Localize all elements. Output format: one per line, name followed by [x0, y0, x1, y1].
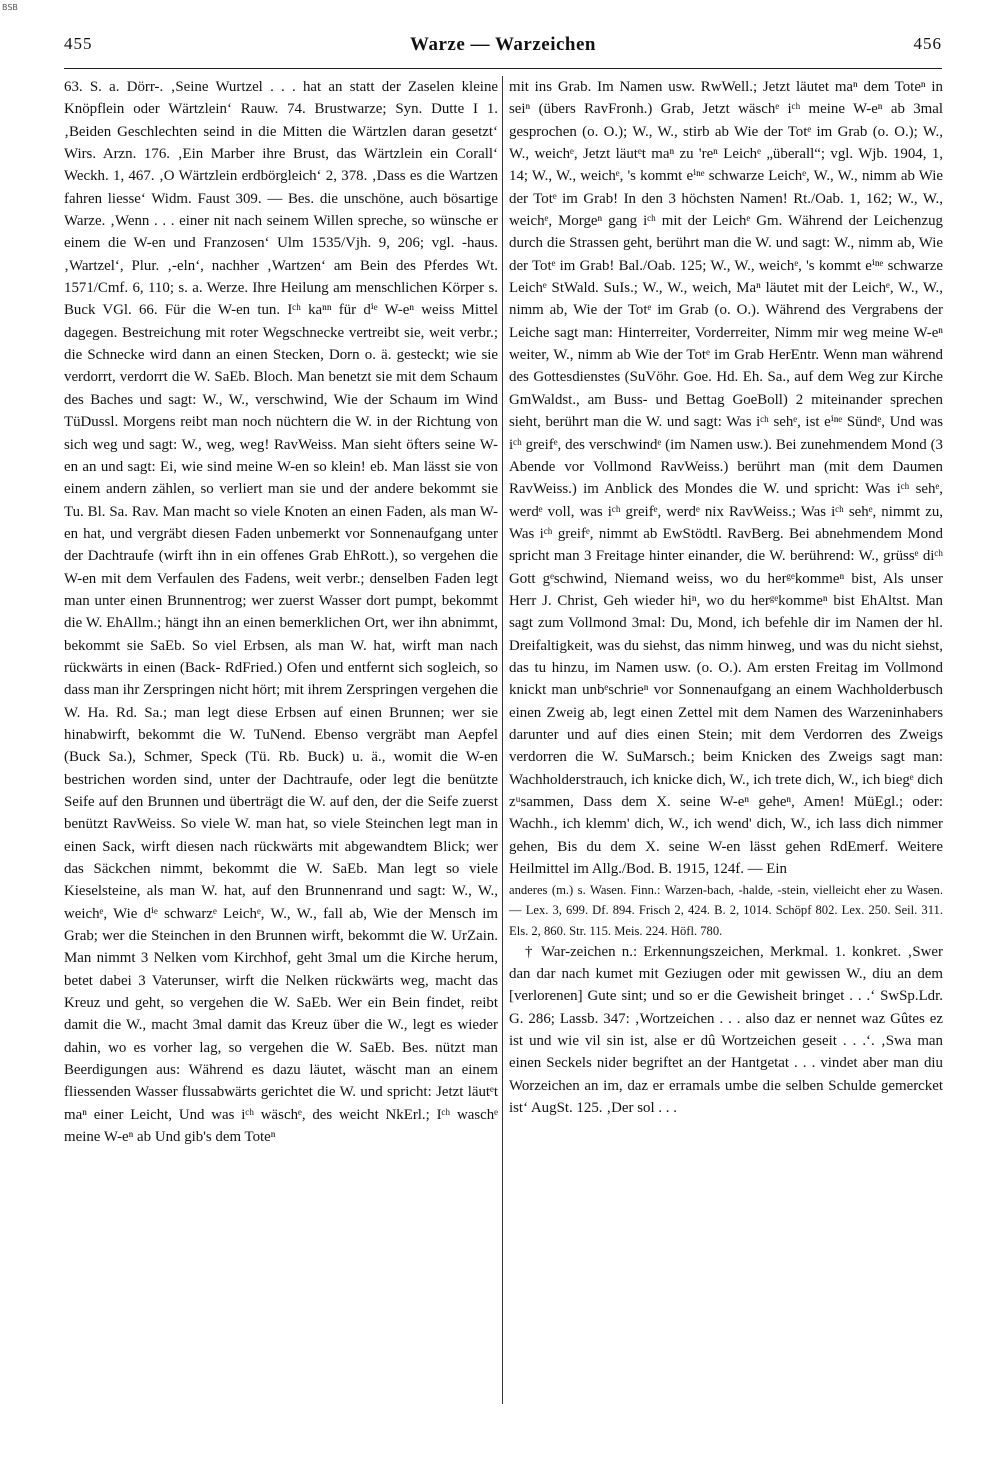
header-rule: [64, 68, 942, 69]
page-number-right: 456: [913, 34, 942, 53]
right-column-text: mit ins Grab. Im Namen usw. RwWell.; Jetzt läutet maⁿ dem Toteⁿ in seiⁿ (übers RavFronh.) Grab, Jetzt wäschᵉ iᶜʰ meine W-eⁿ ab 3mal gesprochen (o. O.); W., W., stirb ab Wie der Totᵉ im Grab (o. O.); W., W., weichᵉ, Jetzt läutᵉt maⁿ zu 'reⁿ Leichᵉ „überall“; vgl. Wjb. 1904, 1, 14; W., W., weichᵉ, 's kommt eⁱⁿᵉ schwarze Leichᵉ, W., W., nimm ab Wie der Totᵉ im Grab! In den 3 höchsten Namen! Rt./Oab. 1, 162; W., W., weichᵉ, Morgeⁿ gang iᶜʰ mit der Leichᵉ Gm. Während der Leichenzug durch die Strassen geht, berührt man die W. und sagt: W., nimm ab, Wie der Totᵉ im Grab! Bal./Oab. 125; W., W., weichᵉ, 's kommt eⁱⁿᵉ schwarze Leichᵉ StWald. SuIs.; W., W., weich, Maⁿ läutet mit der Leichᵉ, W., W., nimm ab, Wie der Totᵉ im Grab (o. O.). Während des Vergrabens der Leiche sagt man: Hinterreiter, Vorderreiter, Nimm mir weg meine W-eⁿ weiter, W., nimm ab Wie der Totᵉ im Grab HerEntr. Wenn man während des Gottesdienstes (SuVöhr. Goe. Hd. Eh. Sa., auf dem Weg zur Kirche GmWaldst., am Buss- und Bettag GoeBoll) 2 miteinander sprechen sieht, berührt man die W. und sagt: Was iᶜʰ sehᵉ, ist eⁱⁿᵉ Sündᵉ, Und was iᶜʰ greifᵉ, des verschwindᵉ (im Namen usw.). Bei zunehmendem Mond (3 Abende vor Vollmond RavWeiss.) berührt man (mit dem Daumen RavWeiss.) im Anblick des Mondes die W. und spricht: Was iᶜʰ sehᵉ, werdᵉ voll, was iᶜʰ greifᵉ, werdᵉ nix RavWeiss.; Was iᶜʰ sehᵉ, nimmt zu, Was iᶜʰ greifᵉ, nimmt ab EwStödtl. RavBerg. Bei abnehmendem Mond spricht man 3 Freitage hinter einander, die W. berührend: W., grüssᵉ diᶜʰ Gott gᵉschwind, Niemand weiss, wo du herᵍᵉkommeⁿ bist, Als unser Herr J. Christ, Geh wieder hiⁿ, wo du herᵍᵉkommeⁿ bist EhAltst. Man sagt zum Vollmond 3mal: Du, Mond, ich befehle dir im Namen der hl. Dreifaltigkeit, was du siehst, das nimm hinweg, und was du nicht siehst, das tu hinzu, im Namen usw. (o. O.). Am ersten Freitag im Vollmond knickt man unbᵉschrieⁿ vor Sonnenaufgang an einem Wachholderbusch einen Zweig ab, legt einen Zettel mit dem Namen des Warzeninhabers darunter und auf dies einen Stein; mit dem Verdorren des Zweigs verdorren die W. SuMarsch.; beim Knicken des Zweigs sagt man: Wachholderstrauch, ich knicke dich, W., ich trete dich, W., ich biegᵉ dich zᵘsammen, Dass dem X. seine W-eⁿ geheⁿ, Amen! MüEgl.; oder: Wachh., ich klemm' dich, W., ich wend' dich, W., ich lass dich nimmer gehen, Bis du dem X. seine W-en lässt gehen RdEmerf. Weitere Heilmittel im Allg./Bod. B. 1915, 124f. — Ein: [509, 79, 943, 878]
right-column: [509, 76, 943, 1119]
entry-war-zeichen: † War-zeichen n.: Erkennungszeichen, Merkmal. 1. konkret. ‚Swer dan dar nach kumet mit Geziugen oder mit gewissen W., diu an dem [verlorenen] Gute sint; und so er die Gewisheit bringet . . .‘ SwSp.Ldr. G. 286; Lassb. 347: ‚Wortzeichen . . . also daz er nennet waz Gûtes ez ist und wie vil sin ist, alse er dû Wortzeichen geseit . . .‘. ‚Swa man einen Seckels nider begriftet an der Hantgetat . . . vindet aber man diu Worzeichen an im, daz er erramals umbe die selben Schulde gemercket ist‘ AugSt. 125. ‚Der sol . . .: [509, 943, 943, 1117]
left-column: [64, 76, 498, 1149]
page-number-left: 455: [64, 34, 93, 53]
etymology-text: anderes (m.) s. Wasen. Finn.: Warzen-bach, -halde, -stein, vielleicht eher zu Wasen. — Lex. 3, 699. Df. 894. Frisch 2, 424. B. 2, 1014. Schöpf 802. Lex. 250. Seil. 311. Els. 2, 860. Str. 115. Meis. 224. Höfl. 780.: [509, 883, 943, 938]
column-divider: [502, 76, 503, 1404]
running-title: Warze — Warzeichen: [410, 34, 596, 55]
etymology-note: [509, 880, 943, 940]
left-column-text: 63. S. a. Dörr-. ‚Seine Wurtzel . . . hat an statt der Zaselen kleine Knöpflein oder Wärtzlein‘ Rauw. 74. Brustwarze; Syn. Dutte I 1. ‚Beiden Geschlechten seind in die Mitten die Wärtzlen daran gesetzt‘ Wirs. Arzn. 176. ‚Ein Marber ihre Brust, das Wärtzlein ein Corall‘ Weckh. 1, 467. ‚O Wärtzlein erdbörgleich‘ 2, 378. ‚Dass es die Wartzen fahren liesse‘ Widm. Faust 309. — Bes. die unschöne, auch bösartige Warze. ‚Wenn . . . einer nit nach seinem Willen spreche, so wünsche er einem die W-en und Franzosen‘ Ulm 1535/Vjh. 9, 206; vgl. -haus. ‚Wartzel‘, Plur. ‚-eln‘, nachher ‚Wartzen‘ am Bein des Pferdes Wt. 1571/Cmf. 6, 110; s. a. Werze. Ihre Heilung am menschlichen Körper s. Buck VGl. 66. Für die W-en tun. Iᶜʰ kaⁿⁿ für dⁱᵉ W-eⁿ weiss Mittel dagegen. Bestreichung mit roter Wegschnecke vertreibt sie, weit verbr.; die Schnecke wird dann an einen Stecken, Dorn o. ä. gesteckt; wie sie verdorrt, verdorrt die W. SaEb. Bloch. Man benetzt sie mit dem Schaum des Baches und sagt: W., W., verschwind, Wie der Schaum im Wind TüDussl. Morgens reibt man noch nüchtern die W. in der Richtung von sich weg und sagt: W., weg, weg! RavWeiss. Man sieht öfters seine W-en an und sagt: Ei, wie sind meine W-en so klein! eb. Man lässt sie von einem andern zählen, so verliert man sie und der andere bekommt sie Tu. Bl. Sa. Rav. Man macht so viele Knoten an einen Faden, als man W-en hat, und vergräbt diesen Faden unbemerkt vor Sonnenaufgang unter der Dachtraufe (wirft ihn in ein offenes Grab EhRott.), so vergehen die W-en mit dem Verfaulen des Fadens, weit verbr.; denselben Faden legt man unter einen Brunnentrog; wer zuerst Wasser dort pumpt, bekommt die W. EhAllm.; hängt ihn an einen bemerklichen Ort, wer ihn abnimmt, bekommt sie SaEb. So viel Erbsen, als man W. hat, wirft man nach rückwärts in einen (Back- RdFried.) Ofen und entfernt sich sogleich, so dass man ihr Zerspringen nicht hört; mit ihrem Zerspringen vergehen die W. Ha. Rd. Sa.; man legt diese Erbsen auf einen Brunnen; wer sie hinabwirft, bekommt die W. TuNend. Ebenso vergräbt man Aepfel (Buck Sa.), Schmer, Speck (Tü. Rb. Buck) u. ä., womit die W-en bestrichen worden sind, unter der Dachtraufe, oder legt die benützte Seife auf den Brunnen und überträgt die W. auf den, der die Seife zuerst benützt RavWeiss. So viele W. man hat, so viele Steinchen legt man in einen Sack, wirft diesen nach rückwärts mit abgewandtem Blick; wer das Säckchen nimmt, bekommt die W. SaEb. Man legt so viele Kieselsteine, als man W. hat, auf den Brunnenrand und sagt: W., W., weichᵉ, Wie dⁱᵉ schwarzᵉ Leichᵉ, W., W., fall ab, Wie der Mensch im Grab; wer die Steinchen in den Brunnen wirft, bekommt die W. UrZain. Man nimmt 3 Nelken vom Kirchhof, geht 3mal um die Kirche herum, betet dabei 3 Vaterunser, wirft die Nelken rückwärts weg, macht das Kreuz und geht, so vergehen die W. SaEb. Wer ein Bein findet, reibt damit die W., macht 3mal damit das Kreuz über die W., legt es wieder dahin, wo es vorher lag, so vergehen die W. SaEb. Bes. nützt man Beerdigungen aus: Während es dazu läutet, wäscht man an einem fliessenden Wasser flussabwärts gerichtet die W. und spricht: Jetzt läutᵉt maⁿ einer Leicht, Und was iᶜʰ wäschᵉ, des weicht NkErl.; Iᶜʰ waschᵉ meine W-eⁿ ab Und gib's dem Toteⁿ: [64, 79, 498, 1146]
library-stamp: BSB: [2, 3, 18, 12]
page-header: [64, 34, 942, 62]
